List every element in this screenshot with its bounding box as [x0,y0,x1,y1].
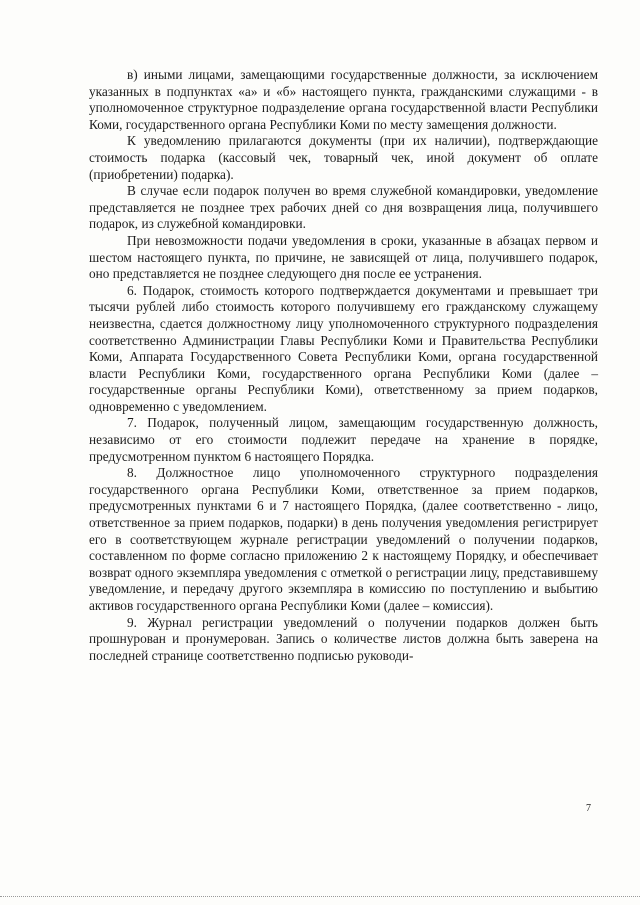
paragraph-v-other-persons: в) иными лицами, замещающими государственные должности, за исключением указанных в подпунктах «а» и «б» настоящего пункта, гражданскими служащими - в уполномоченное структурное подразделение органа государственной власти Республики Коми, государственного органа Республики Коми по месту замещения должности. [89,67,598,132]
page-number: 7 [586,803,591,814]
paragraph-attachments: К уведомлению прилагаются документы (при их наличии), подтверждающие стоимость подарка (кассовый чек, товарный чек, иной документ об оплате (приобретении) подарка). [89,133,598,182]
paragraph-item-7: 7. Подарок, полученный лицом, замещающим государственную должность, независимо от его стоимости подлежит передаче на хранение в порядке, предусмотренном пунктом 6 настоящего Порядка. [89,415,598,464]
paragraph-item-8: 8. Должностное лицо уполномоченного структурного подразделения государственного органа Республики Коми, ответственное за прием подарков, предусмотренных пунктами 6 и 7 настоящего Порядка, (далее соответственно - лицо, ответственное за прием подарков, подарки) в день получения уведомления регистрирует его в соответствующем журнале регистрации уведомлений о получении подарков, составленном по форме согласно приложению 2 к настоящему Порядку, и обеспечивает возврат одного экземпляра уведомления с отметкой о регистрации лицу, представившему уведомление, и передачу другого экземпляра в комиссию по поступлению и выбытию активов государственного органа Республики Коми (далее – комиссия). [89,465,598,613]
paragraph-item-9: 9. Журнал регистрации уведомлений о получении подарков должен быть прошнурован и пронумерован. Запись о количестве листов должна быть заверена на последней странице соответственно подписью руководи- [89,614,598,663]
paragraph-business-trip: В случае если подарок получен во время служебной командировки, уведомление представляется не позднее трех рабочих дней со дня возвращения лица, получившего подарок, из служебной командировки. [89,183,598,232]
document-body [89,67,598,664]
paragraph-item-6: 6. Подарок, стоимость которого подтверждается документами и превышает три тысячи рублей либо стоимость которого получившему его гражданскому служащему неизвестна, сдается должностному лицу уполномоченного структурного подразделения соответственно Администрации Главы Республики Коми и Правительства Республики Коми, Аппарата Государственного Совета Республики Коми, органа государственной власти Республики Коми, государственного органа Республики Коми (далее – государственные органы Республики Коми), ответственному за прием подарков, одновременно с уведомлением. [89,282,598,414]
bottom-scan-edge [0,896,640,897]
paragraph-impossibility: При невозможности подачи уведомления в сроки, указанные в абзацах первом и шестом настоящего пункта, по причине, не зависящей от лица, получившего подарок, оно представляется не позднее следующего дня после ее устранения. [89,232,598,282]
